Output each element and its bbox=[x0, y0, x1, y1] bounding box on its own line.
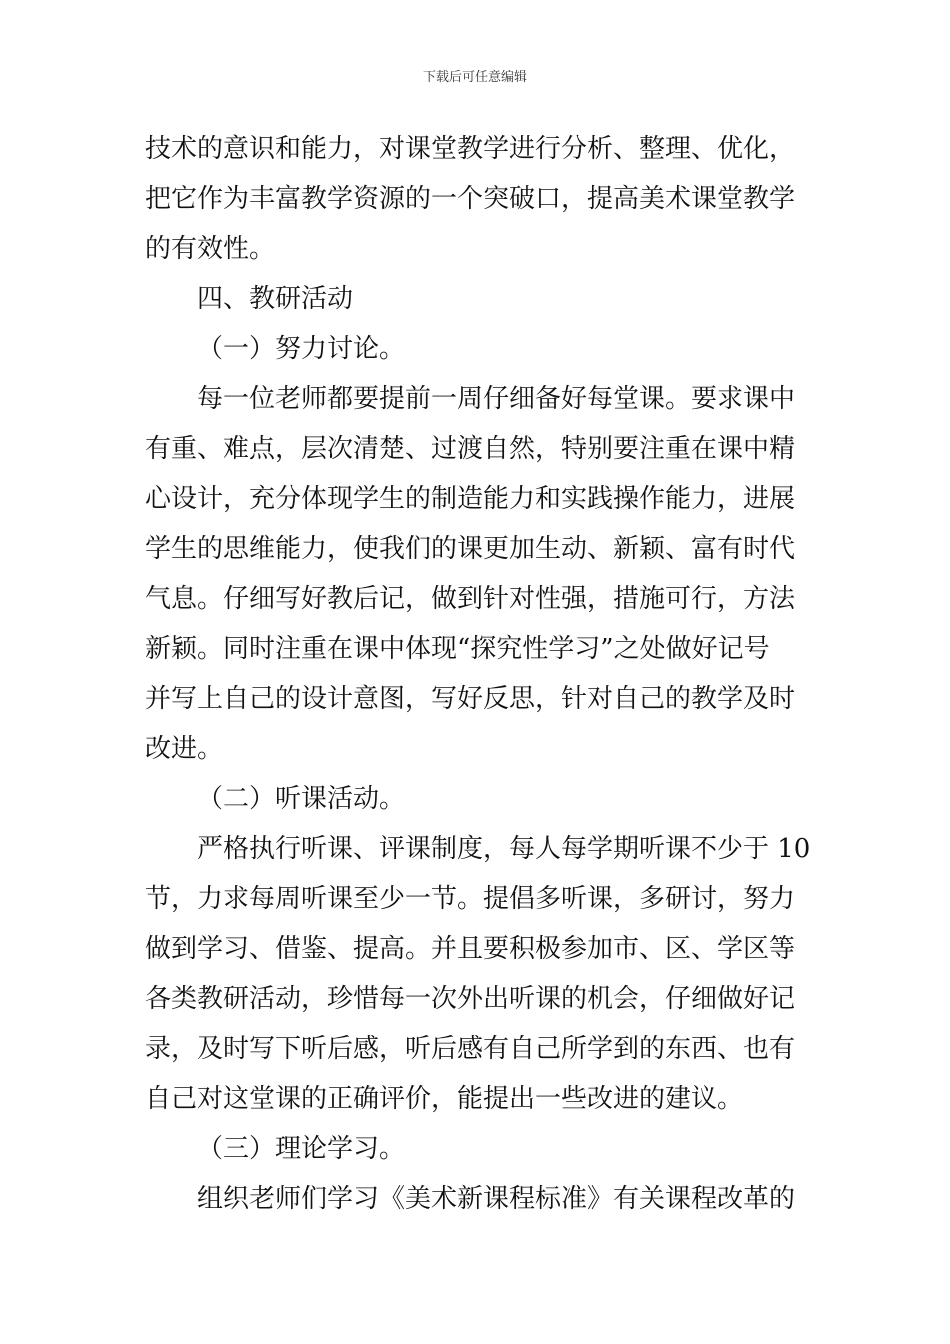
paragraph-line: 节，力求每周听课至少一节。提倡多听课，多研讨，努力 bbox=[145, 884, 796, 914]
paragraph-line: 并写上自己的设计意图，写好反思，针对自己的教学及时 bbox=[145, 684, 796, 714]
paragraph-line: 有重、难点，层次清楚、过渡自然，特别要注重在课中精 bbox=[145, 434, 796, 464]
document-body bbox=[145, 124, 810, 1224]
paragraph-line: 每一位老师都要提前一周仔细备好每堂课。要求课中 bbox=[197, 384, 796, 414]
paragraph-line: 改进。 bbox=[145, 734, 224, 764]
paragraph-line: 气息。仔细写好教后记，做到针对性强，措施可行，方法 bbox=[145, 584, 796, 614]
paragraph-line: 做到学习、借鉴、提高。并且要积极参加市、区、学区等 bbox=[145, 934, 796, 964]
paragraph-line: 心设计，充分体现学生的制造能力和实践操作能力，进展 bbox=[145, 484, 796, 514]
subsection-heading: （一）努力讨论。 bbox=[197, 334, 406, 364]
paragraph-line: 严格执行听课、评课制度，每人每学期听课不少于 10 bbox=[197, 834, 811, 864]
paragraph-line: 把它作为丰富教学资源的一个突破口，提高美术课堂教学 bbox=[145, 184, 796, 214]
paragraph-line: 自己对这堂课的正确评价，能提出一些改进的建议。 bbox=[145, 1084, 744, 1114]
paragraph-line: 各类教研活动，珍惜每一次外出听课的机会，仔细做好记 bbox=[145, 984, 796, 1014]
paragraph-line: 新颖。同时注重在课中体现“探究性学习”之处做好记号 bbox=[145, 634, 770, 664]
paragraph-line: 的有效性。 bbox=[145, 234, 276, 264]
paragraph-line: 组织老师们学习《美术新课程标准》有关课程改革的 bbox=[197, 1184, 796, 1214]
subsection-heading: （二）听课活动。 bbox=[197, 784, 406, 814]
paragraph-line: 技术的意识和能力，对课堂教学进行分析、整理、优化， bbox=[145, 134, 796, 164]
section-heading: 四、教研活动 bbox=[197, 284, 354, 314]
paragraph-line: 学生的思维能力，使我们的课更加生动、新颖、富有时代 bbox=[145, 534, 796, 564]
page-header: 下载后可任意编辑 bbox=[422, 70, 527, 85]
subsection-heading: （三）理论学习。 bbox=[197, 1134, 406, 1164]
paragraph-line: 录，及时写下听后感，听后感有自己所学到的东西、也有 bbox=[145, 1034, 796, 1064]
